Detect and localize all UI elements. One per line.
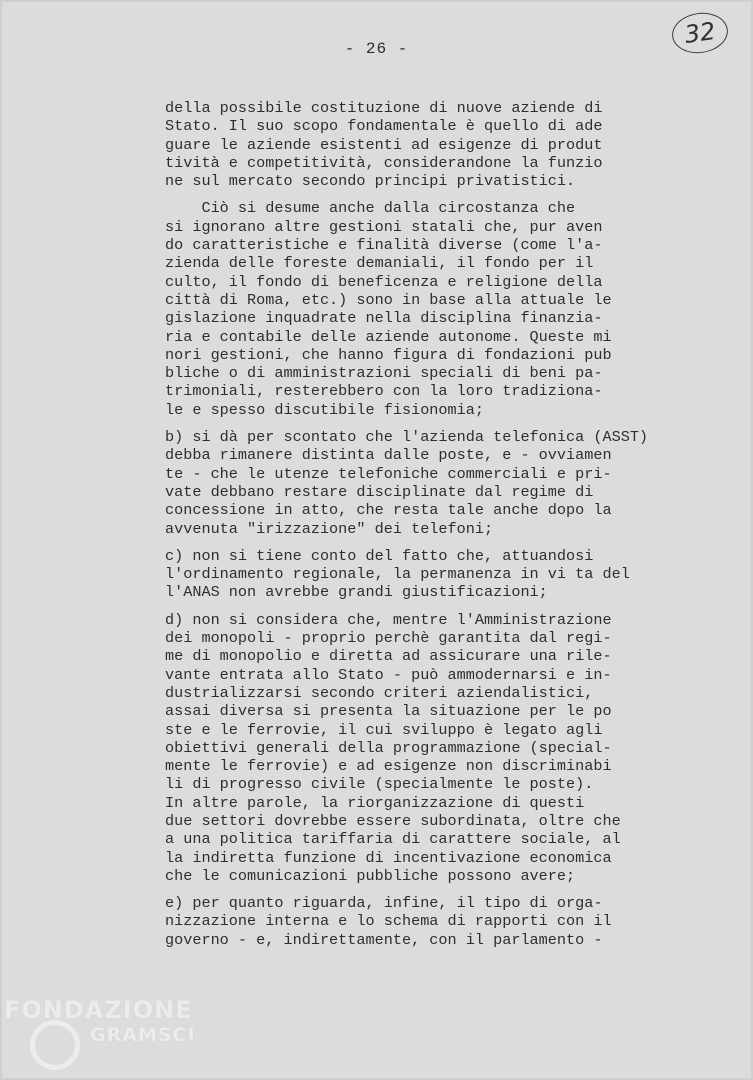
text-line: ste e le ferrovie, il cui sviluppo è legato agli <box>165 720 603 739</box>
page-number: - 26 - <box>344 40 409 58</box>
text-line: trimoniali, resterebbero con la loro tradiziona- <box>165 382 603 401</box>
text-line: l'ordinamento regionale, la permanenza in vi ta del <box>165 565 630 584</box>
text-line: a una politica tariffaria di carattere sociale, al <box>165 830 621 849</box>
text-line: che le comunicazioni pubbliche possono avere; <box>165 866 576 885</box>
text-line: obiettivi generali della programmazione (special- <box>165 738 612 757</box>
text-line: vante entrata allo Stato - può ammodernarsi e in- <box>165 665 612 684</box>
text-line: governo - e, indirettamente, con il parlamento - <box>165 930 603 949</box>
text-line: me di monopolio e diretta ad assicurare una rile- <box>165 647 612 666</box>
text-line: dei monopoli - proprio perchè garantita dal regi- <box>165 629 612 648</box>
text-line: si ignorano altre gestioni statali che, pur aven <box>165 217 603 236</box>
paragraph-1 <box>165 99 665 190</box>
paragraph-e <box>165 894 665 949</box>
text-line: te - che le utenze telefoniche commerciali e pri- <box>165 464 612 483</box>
text-line: le e spesso discutibile fisionomia; <box>165 400 484 419</box>
text-line: avvenuta "irizzazione" dei telefoni; <box>165 519 494 538</box>
paragraph-2 <box>165 199 665 419</box>
text-line: gislazione inquadrate nella disciplina finanzia- <box>165 309 603 328</box>
text-line: della possibile costituzione di nuove aziende di <box>165 99 603 117</box>
paragraph-d <box>165 611 665 885</box>
text-line: zienda delle foreste demaniali, il fondo per il <box>165 254 594 273</box>
watermark-line1: FONDAZIONE <box>4 996 193 1024</box>
text-line: li di progresso civile (specialmente le poste). <box>165 775 594 794</box>
text-line: guare le aziende esistenti ad esigenze di produt <box>165 135 603 154</box>
text-line: ne sul mercato secondo principi privatistici. <box>165 172 576 191</box>
text-line: assai diversa si presenta la situazione per le po <box>165 702 612 721</box>
text-line: Ciò si desume anche dalla circostanza che <box>165 199 576 218</box>
text-line: vate debbano restare disciplinate dal regime di <box>165 482 594 501</box>
text-line: due settori dovrebbe essere subordinata, oltre che <box>165 811 621 830</box>
text-line: b) si dà per scontato che l'azienda telefonica (ASST) <box>165 428 649 447</box>
text-line: do caratteristiche e finalità diverse (come l'a- <box>165 236 603 255</box>
paragraph-b <box>165 428 665 538</box>
text-line: nori gestioni, che hanno figura di fondazioni pub <box>165 345 612 364</box>
text-line: In altre parole, la riorganizzazione di questi <box>165 793 585 812</box>
stamp-number: 32 <box>682 17 718 49</box>
watermark-seal-icon <box>30 1020 80 1070</box>
watermark-logo-text <box>4 996 193 1024</box>
text-line: tività e competitività, considerandone la funzio <box>165 153 603 172</box>
watermark-line2: GRAMSCI <box>90 1024 196 1046</box>
document-body <box>165 99 665 949</box>
text-line: culto, il fondo di beneficenza e religione della <box>165 272 603 291</box>
text-line: bliche o di amministrazioni speciali di beni pa- <box>165 364 603 383</box>
text-line: ria e contabile delle aziende autonome. Queste mi <box>165 327 612 346</box>
paragraph-c <box>165 547 665 602</box>
text-line: dustrializzarsi secondo criteri aziendalistici, <box>165 683 594 702</box>
text-line: l'ANAS non avrebbe grandi giustificazioni; <box>165 583 548 602</box>
text-line: e) per quanto riguarda, infine, il tipo di orga- <box>165 894 603 913</box>
text-line: nizzazione interna e lo schema di rapporti con il <box>165 912 612 931</box>
text-line: la indiretta funzione di incentivazione economica <box>165 848 612 867</box>
watermark-logo-text-2 <box>90 1024 196 1046</box>
text-line: città di Roma, etc.) sono in base alla attuale le <box>165 290 612 309</box>
text-line: concessione in atto, che resta tale anche dopo la <box>165 501 612 520</box>
text-line: Stato. Il suo scopo fondamentale è quello di ade <box>165 117 603 136</box>
text-line: mente le ferrovie) e ad esigenze non discriminabi <box>165 757 612 776</box>
text-line: c) non si tiene conto del fatto che, attuandosi <box>165 546 594 565</box>
text-line: debba rimanere distinta dalle poste, e - ovviamen <box>165 446 612 465</box>
text-line: d) non si considera che, mentre l'Amministrazione <box>165 610 612 629</box>
